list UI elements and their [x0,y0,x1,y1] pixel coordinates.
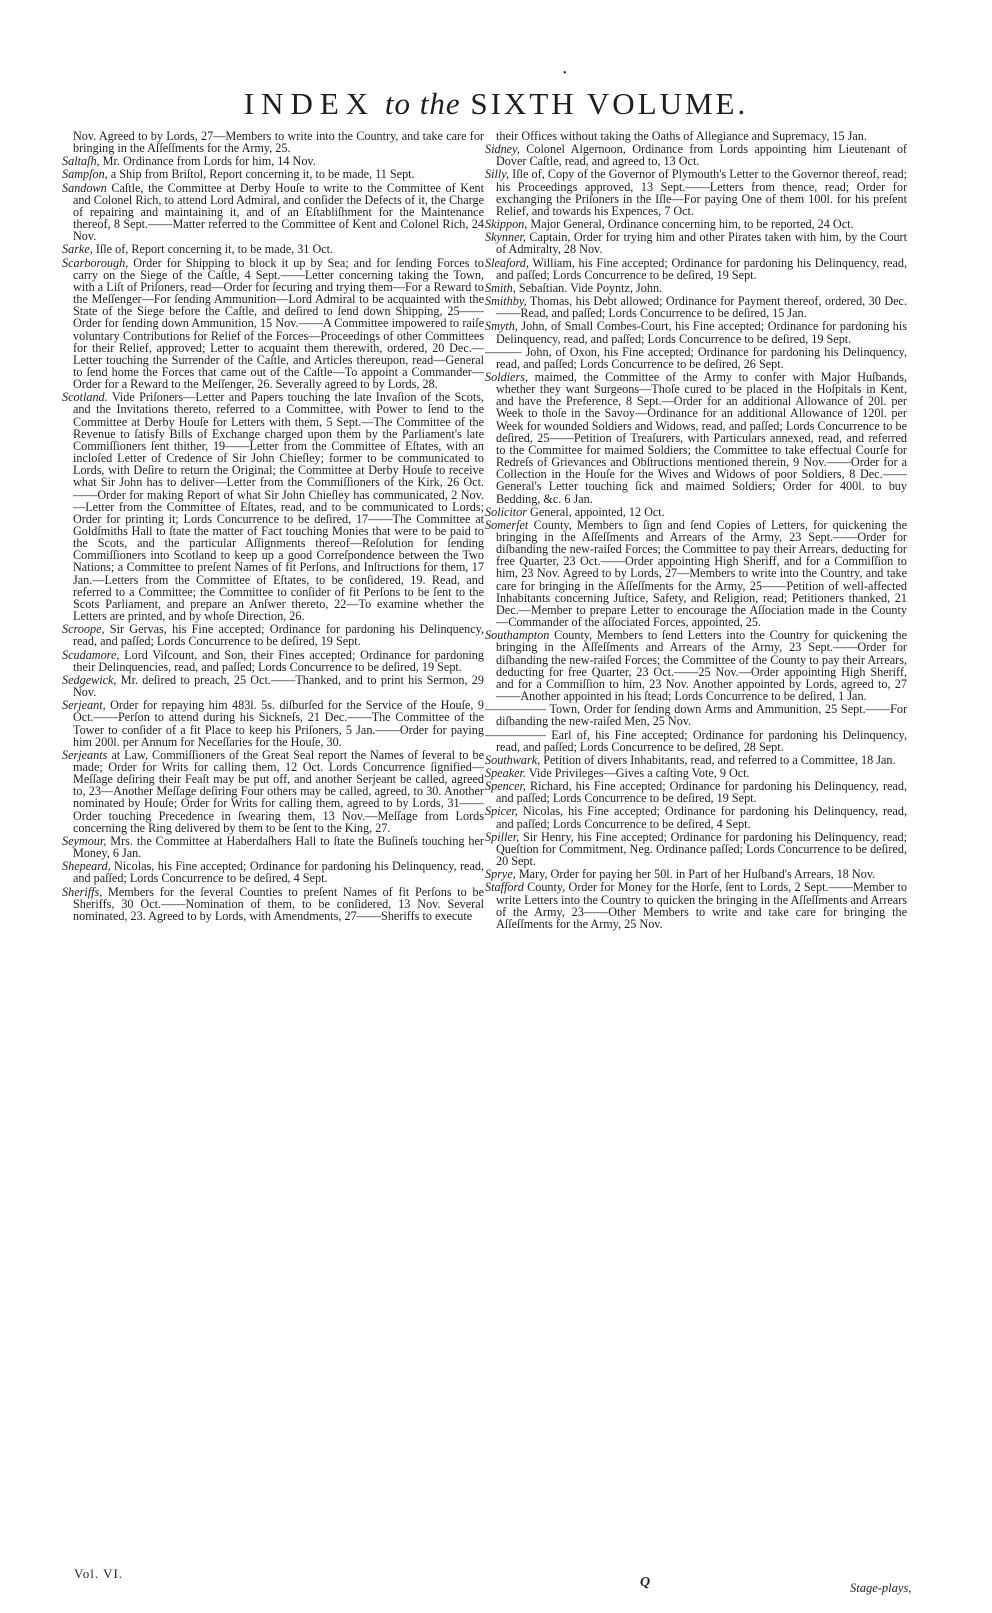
entry-text: Sir Henry, his Fine accepted; Ordinance for pardoning his Delinquency, read; Queſtion for Commitment, Neg. Ordinance paſſed; Lords Concurrence to be deſired, 20 Sept. [496,829,907,869]
entry-heading: Smyth, [485,319,518,334]
entry-heading: Somerſet [485,517,529,532]
entry-heading: Soldiers, [485,369,528,384]
index-entry [62,130,484,154]
index-entry [485,346,907,370]
catchword: Stage-plays, [850,1581,912,1595]
index-entry [485,767,907,779]
entry-heading: Skippon, [485,217,528,232]
index-entry [62,182,484,243]
index-entry [62,168,484,180]
index-entry [485,257,907,281]
entry-text: Members for the ſeveral Counties to preſent Names of fit Perſons to be Sheriffs, 30 Oct.——Nomination of them, to be conſidered, 13 Nov. Several nominated, 23. Agreed to by Lords, with Amendments, 27——Sheriffs to execute [73,884,484,923]
index-entry [62,243,484,255]
entry-text: Order for repaying him 483l. 5s. diſburſed for the Service of the Houſe, 9 Oct.——Perſon to attend during his Sickneſs, 21 Dec.——The Committee of the Tower to conſider of a fit Place to keep his Priſoners, 5 Jan.——Order for paying him 200l. per Annum for Neceſſaries for the Houſe, 30. [73,698,484,749]
entry-heading: Sheriffs, [62,884,103,899]
title-to-the: to the [384,86,461,121]
index-entry [62,623,484,647]
entry-text: Order for Shipping to block it up by Sea; and for ſending Forces to carry on the Siege of the Caſtle, 4 Sept.——Letter concerning taking the Town, with a Liſt of Priſoners, read—Order for ſecuring and trying them—For a Reward to the Meſſenger—For ſending Ammunition—Lord Admiral to be acquainted with the State of the Siege before the Caſtle, and deſired to ſend down Shipping, 25——Order for ſending down Ammunition, 15 Nov.——A Committee impowered to raiſe voluntary Contributions for Relief of the Forces—Proceedings of other Committees for their Relief, approved; Letter to acquaint them therewith, ordered, 20 Dec.—Letter touching the Surrender of the Caſtle, and Articles thereupon, read—General to ſend home the Forces that came out of the Caſtle—To appoint a Commander—Order for a Reward to the Meſſenger, 26. Severally agreed to by Lords, 28. [73,255,484,392]
entry-text: Iſle of, Report concerning it, to be made, 31 Oct. [92,242,334,257]
entry-heading: Saltaſh, [62,154,100,169]
index-entry [62,699,484,748]
entry-text: Captain, Order for trying him and other Pirates taken with him, by the Court of Admiralty, 28 Nov. [496,230,907,257]
entry-heading: Spiller, [485,829,520,844]
index-entry [485,506,907,518]
entry-heading: Speaker. [485,765,526,780]
entry-heading: Serjeant, [62,698,106,713]
entry-text: Nicolas, his Fine accepted; Ordinance for pardoning his Delinquency, read, and paſſed; Lords Concurrence to be deſired, 4 Sept. [496,804,907,831]
page-title [0,86,992,122]
entry-heading: Scarborough, [62,255,129,270]
entry-heading: Sandown [62,180,107,195]
entry-text: Iſle of, Copy of the Governor of Plymouth's Letter to the Governor thereof, read; his Proceedings approved, 13 Sept.——Letters from thence, read; Order for exchanging the Priſoners in the Iſle—For paying One of them 100l. for his preſent Relief, and towards his Expences, 7 Oct. [496,167,907,218]
index-entry [62,749,484,834]
entry-heading: Stafford [485,880,524,895]
index-entry [485,780,907,804]
entry-text: Caſtle, the Committee at Derby Houſe to write to the Committee of Kent and Colonel Rich, to attend Lord Admiral, and conſider the Defects of it, the Charge of repairing and maintaining it, and of an Eſtabliſhment for the Maintenance thereof, 8 Sept.——Matter referred to the Committee of Kent and Colonel Rich, 24 Nov. [73,180,484,244]
entry-heading: Shepeard, [62,859,111,874]
index-entry [485,629,907,702]
entry-text: Colonel Algernoon, Ordinance from Lords appointing him Lieutenant of Dover Caſtle, read, and agreed to, 13 Oct. [496,142,907,169]
index-entry [485,282,907,294]
entry-heading: ——— [485,344,522,359]
index-entry [485,320,907,344]
entry-heading: Southampton [485,628,550,643]
entry-heading: Scudamore, [62,647,120,662]
index-entry [485,729,907,753]
entry-text: Vide Priſoners—Letter and Papers touching the late Invaſion of the Scots, and the Invitations thereto, referred to a Committee, with Power to ſend to the Committee at Derby Houſe for Letters with them, 5 Sept.—The Committee of the Revenue to ſatisfy Bills of Exchange charged upon them by the Parliament's late Commiſſioners ſent thither, 19——Letter from the Committee of Eſtates, with an incloſed Letter of Credence of Sir John Chieſley; former to be communicated to Lords, with Deſire to return the Original; the Committee at Derby Houſe to receive what Sir John has to deliver—Letter from the Commiſſioners of the Kirk, 26 Oct.——Order for making Report of what Sir John Chieſley has communicated, 2 Nov.—Letter from the Committee of Eſtates, read, and to be communicated to Lords; Order for printing it; Lords Concurrence to be deſired, 17——The Committee at Goldſmiths Hall to ſtate the matter of Fact touching Monies that were to be paid to the Scots, and the particular Aſſignments thereof—Reſolution for ſending Commiſſioners into Scotland to keep up a good Correſpondence between the Two Nations; a Committee to preſent Names of fit Perſons, and Inſtructions for them, 17 Jan.—Letters from the Committee of Eſtates, to be conſidered, 19. Read, and referred to a Committee; the Committee to conſider of fit Perſons to be ſent to the Scots Parliament, and prepare an Anſwer thereto, 22—To examine whether the Letters are printed, and by whoſe Direction, 26. [73,390,484,624]
entry-text: Mr. Ordinance from Lords for him, 14 Nov. [99,154,316,169]
index-entry [62,674,484,698]
entry-text: Lord Viſcount, and Son, their Fines accepted; Ordinance for pardoning their Delinquencies, read, and paſſed; Lords Concurrence to be deſired, 19 Sept. [73,647,484,674]
index-entry [62,257,484,391]
entry-text: Town, Order for ſending down Arms and Ammunition, 25 Sept.——For diſbanding the new-raiſed Men, 25 Nov. [496,702,907,729]
index-entry [485,218,907,230]
entry-text: Mr. deſired to preach, 25 Oct.——Thanked, and to print his Sermon, 29 Nov. [73,672,484,700]
index-entry [62,649,484,673]
entry-heading: Skynner, [485,230,526,245]
index-entry [485,130,907,142]
entry-heading: Sleaford, [485,255,529,270]
entry-heading: Scotland. [62,390,108,405]
entry-text: at Law, Commiſſioners of the Great Seal report the Names of ſeveral to be made; Order for Writs for calling them, 12 Oct. Lords Concurrence ſignified—Meſſage deſiring their Feaſt may be put off, and another Serjeant be called, agreed to, 23—Another Meſſage deſiring Four others may be called, agreed, to 30. Another nominated by Houſe; Order for Writs for calling them, agreed to by Lords, 31——Order touching Precedence in ſwearing them, 13 Nov.—Meſſage from Lords concerning the Ring delivered by them to be ſent to the King, 27. [73,747,484,835]
volume-footer: Vol. VI. [74,1566,124,1581]
entry-text: Earl of, his Fine accepted; Ordinance for pardoning his Delinquency, read, and paſſed; Lords Concurrence to be deſired, 28 Sept. [496,727,907,754]
entry-text: a Ship from Briſtol, Report concerning it, to be made, 11 Sept. [107,167,415,182]
entry-text: Major General, Ordinance concerning him, to be reported, 24 Oct. [527,217,854,232]
entry-text: Nicolas, his Fine accepted; Ordinance for pardoning his Delinquency, read, and paſſed; Lords Concurrence to be deſired, 4 Sept. [73,859,484,886]
entry-heading: Solicitor [485,504,527,519]
entry-text: their Offices without taking the Oaths of Allegiance and Supremacy, 15 Jan. [496,129,867,143]
index-entry [485,371,907,505]
entry-text: Nov. Agreed to by Lords, 27—Members to write into the Country, and take care for bringing in the Aſſeſſments for the Army, 25. [73,129,484,156]
entry-text: Sir Gervas, his Fine accepted; Ordinance for pardoning his Delinquency, read, and paſſed; Lords Concurrence to be deſired, 19 Sept. [73,622,484,649]
index-entry [485,703,907,727]
entry-heading: Scroope, [62,622,105,637]
entry-heading: Sarke, [62,242,93,257]
entry-heading: Sedgewick, [62,672,117,687]
entry-heading: Seymour, [62,833,107,848]
entry-text: Mary, Order for paying her 50l. in Part of her Huſband's Arrears, 18 Nov. [515,867,876,882]
index-entry [485,868,907,880]
entry-heading: ————— [485,702,546,717]
entry-text: John, of Small Combes-Court, his Fine accepted; Ordinance for pardoning his Delinquency, read, and paſſed; Lords Concurrence to be deſired, 19 Sept. [496,319,907,346]
entry-text: Vide Privileges—Gives a caſting Vote, 9 Oct. [525,765,750,780]
entry-text: William, his Fine accepted; Ordinance for pardoning his Delinquency, read, and paſſed; Lords Concurrence to be deſired, 19 Sept. [496,255,907,282]
entry-text: John, of Oxon, his Fine accepted; Ordinance for pardoning his Delinquency, read, and paſſed; Lords Concurrence to be deſired, 26 Sept. [496,344,907,371]
entry-heading: Serjeants [62,747,108,762]
index-entry [485,805,907,829]
entry-text: County, Members to ſend Letters into the Country for quickening the bringing in the Aſſeſſments and Arrears of the Army, 23 Sept.——Order for diſbanding the new-raiſed Forces; the Committee of the County to pay their Arrears, deducting for free Quarter, 23 Oct.——25 Nov.—Order appointing High Sheriff, and for a Commiſſion to him, 23 Nov. Another appointed by Lords, agreed to, 27——Another appointed in his ſtead; Lords Concurrence to be deſired, 1 Jan. [496,628,907,704]
entry-text: Sebaſtian. Vide Poyntz, John. [515,280,663,295]
signature-mark: Q [640,1575,651,1590]
index-entry [485,143,907,167]
index-entry [485,295,907,319]
entry-text: General, appointed, 12 Oct. [526,504,665,519]
entry-heading: Sprye, [485,867,516,882]
entry-heading: ————— [485,727,546,742]
index-entry [62,155,484,167]
entry-text: Thomas, his Debt allowed; Ordinance for Payment thereof, ordered, 30 Dec.——Read, and paſſed; Lords Concurrence to be deſired, 15 Jan. [496,294,907,321]
entry-heading: Spencer, [485,779,526,794]
printer-mark: • [563,68,567,79]
entry-text: Petition of divers Inhabitants, read, and referred to a Committee, 18 Jan. [540,752,896,767]
index-entry [62,886,484,922]
index-entry [485,231,907,255]
index-column-left [62,130,484,923]
index-column-right [485,130,907,931]
index-entry [485,754,907,766]
entry-heading: Spicer, [485,804,518,819]
index-entry [485,519,907,628]
entry-text: Richard, his Fine accepted; Ordinance for pardoning his Delinquency, read, and paſſed; Lords Concurrence to be deſired, 19 Sept. [496,779,907,806]
title-volume: SIXTH VOLUME. [470,86,749,121]
entry-text: County, Order for Money for the Horſe, ſent to Lords, 2 Sept.——Member to write Letters into the Country to quicken the bringing in the Aſſeſſments and Arrears of the Army, 23——Other Members to write and take care for bringing the Aſſeſſments for the Army, 25 Nov. [496,880,907,931]
title-index: INDEX [243,86,376,121]
entry-heading: Smith, [485,280,516,295]
entry-heading: Southwark, [485,752,541,767]
index-entry [485,168,907,217]
index-entry [485,881,907,930]
entry-heading: Sidney, [485,142,520,157]
entry-text: maimed, the Committee of the Army to confer with Major Huſbands, whether they want Surgeons—Thoſe cured to be placed in the Hoſpitals in Kent, and have the Preference, 8 Sept.—Order for an additional Allowance of 20l. per Week to thoſe in the Savoy—Ordinance for an additional Allowance of 120l. per Week for wounded Soldiers and Widows, read, and paſſed; Lords Concurrence to be deſired, 25——Petition of Treaſurers, with Particulars annexed, read, and referred to the Committee for maimed Soldiers; the Committee to take effectual Courſe for Redreſs of Grievances and Obſtructions mentioned therein, 9 Nov.——Order for a Collection in the Houſe for the Wives and Widows of poor Soldiers, 8 Dec.——General's Letter touching ſick and maimed Soldiers; Order for 400l. to buy Bedding, &c. 6 Jan. [496,369,907,506]
index-entry [62,860,484,884]
entry-heading: Smithby, [485,294,527,309]
index-entry [485,831,907,867]
entry-heading: Sampſon, [62,167,108,182]
entry-text: County, Members to ſign and ſend Copies of Letters, for quickening the bringing in the Aſſeſſments and Arrears of the Army, 23 Sept.——Order for diſbanding the new-raiſed Forces; the Committee to pay their Arrears, deducting for free Quarter, 23 Oct.——Order appointing High Sheriff, and for a Commiſſion to him, 23 Nov. Agreed to by Lords, 27—Members to write into the Country, and take care for bringing in the Aſſeſſments for the Army, 25——Petition of well-affected Inhabitants concerning Juſtice, Safety, and Religion, read; Petitioners thanked, 21 Dec.—Member to prepare Letter to encourage the Aſſociation made in the County—Commander of the aſſociated Forces, appointed, 25. [496,517,907,630]
entry-text: Mrs. the Committee at Haberdaſhers Hall to ſtate the Buſineſs touching her Money, 6 Jan. [73,833,484,861]
index-entry [62,391,484,622]
index-entry [62,835,484,859]
entry-heading: Silly, [485,167,510,182]
